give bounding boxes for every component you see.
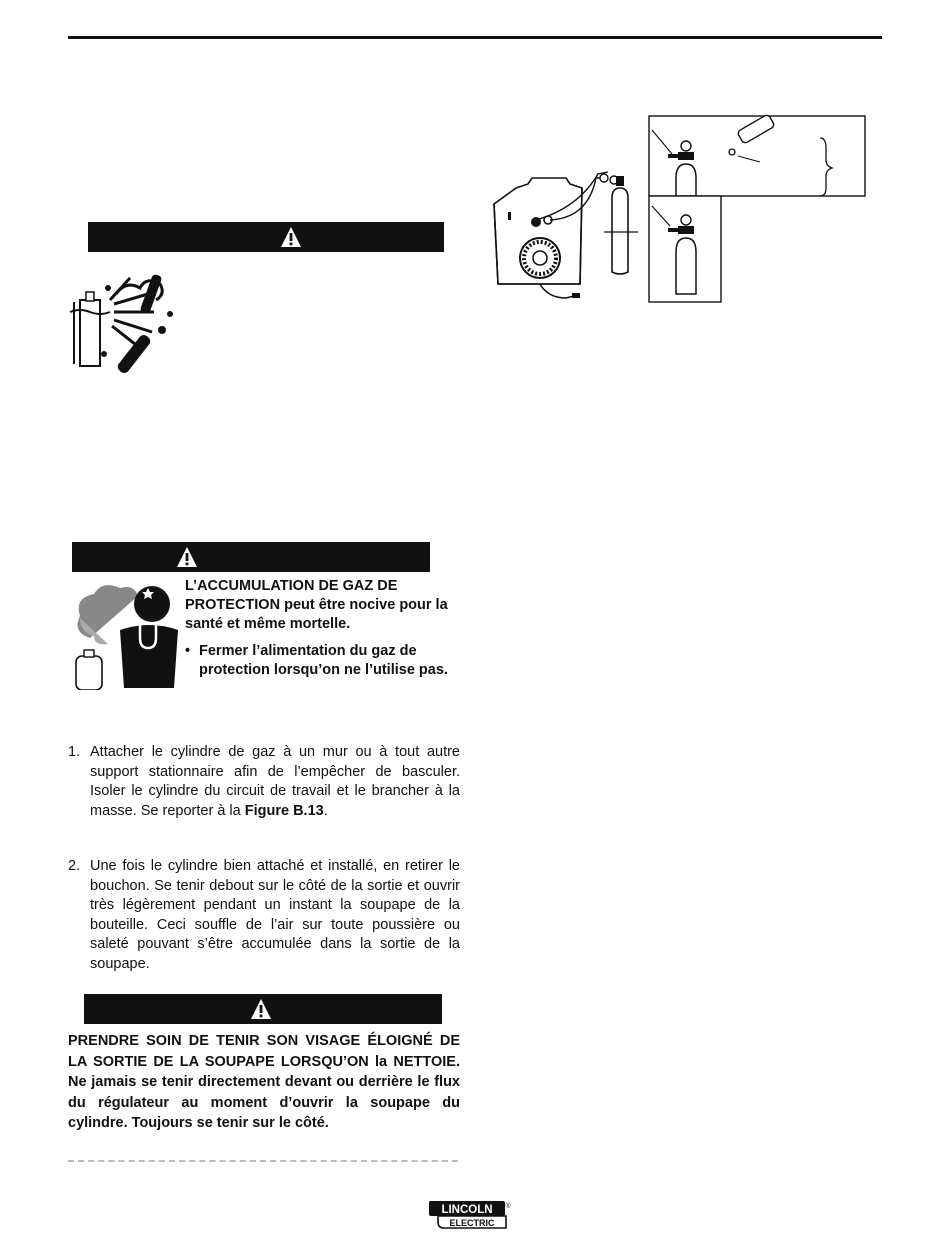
warning-triangle-icon [280, 226, 302, 248]
caution-text: PRENDRE SOIN DE TENIR SON VISAGE ÉLOIGNÉ DE LA SORTIE DE LA SOUPAPE LORSQU’ON la NETTOIE. Ne jamais se tenir directement devant ou derrière le flux du régulateur au moment d’ouvrir la soupape du cylindre. Toujours se tenir sur le côté. [68, 1033, 460, 1131]
svg-text:LINCOLN: LINCOLN [441, 1204, 493, 1216]
svg-text:®: ® [505, 1203, 511, 1210]
warning-bar [88, 222, 444, 252]
warning-triangle-icon [176, 546, 198, 568]
svg-text:ELECTRIC: ELECTRIC [449, 1218, 495, 1228]
gas-inhalation-icon [70, 578, 182, 690]
machine-cylinder-figure [488, 108, 870, 308]
warning-triangle-icon [250, 998, 272, 1020]
cylinder-explosion-icon [66, 264, 178, 376]
caution-bar [84, 994, 442, 1024]
instruction-step-1 [68, 743, 460, 821]
gas-warning-title: L’ACCUMULATION DE GAZ DE PROTECTION peut être nocive pour la santé et même mortelle. [185, 578, 448, 632]
header-rule [68, 36, 882, 39]
lincoln-electric-logo [428, 1200, 512, 1230]
section-divider [68, 1160, 458, 1162]
warning-bar [72, 542, 430, 572]
step-number: 1. [68, 744, 81, 760]
bullet-mark: • [185, 643, 191, 659]
gas-warning-bullet-text: Fermer l’alimentation du gaz de protection lorsqu’on ne l’utilise pas. [199, 643, 448, 678]
figure-reference: Figure B.13 [244, 802, 324, 819]
instruction-step-2 [68, 857, 460, 974]
step-text: Une fois le cylindre bien attaché et installé, en retirer le bouchon. Se tenir debout sur le côté de la sortie et ouvrir très légèrement pendant un instant la soupape de la bouteille. Ceci souffle de l’air sur toute poussière ou saleté pouvant s’être accumulée dans la sortie de la soupape. [90, 858, 460, 972]
step-number: 2. [68, 858, 81, 874]
gas-warning-bullet [185, 642, 455, 680]
step-text: Attacher le cylindre de gaz à un mur ou à tout autre support stationnaire afin de l’empêcher de basculer. Isoler le cylindre du circuit de travail et le brancher à la masse. Se reporter à la Figure B.13. [90, 744, 460, 819]
